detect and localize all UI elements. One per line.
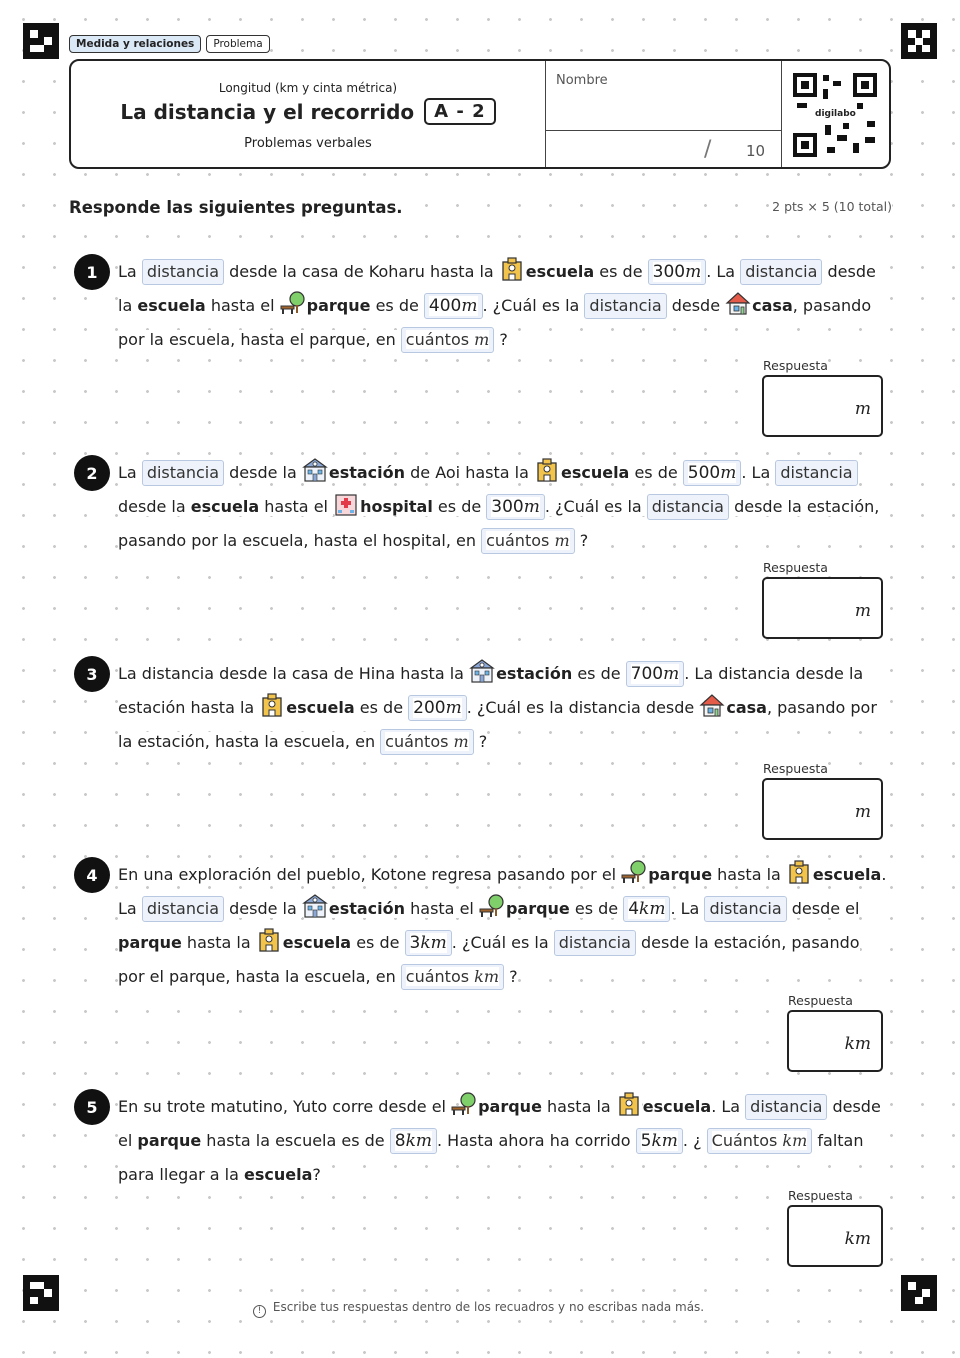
keyword-cuantos: cuántos m <box>481 528 575 554</box>
value-box: 700m <box>626 661 685 687</box>
footer-text: Escribe tus respuestas dentro de los recuadros y no escribas nada más. <box>270 1300 707 1314</box>
keyword-distancia: distancia <box>740 259 822 285</box>
value-box: 3km <box>405 930 452 956</box>
question-number: 4 <box>74 857 110 893</box>
place-escuela: escuela <box>560 463 630 482</box>
value-box: 4km <box>623 896 670 922</box>
keyword-distancia: distancia <box>142 460 224 486</box>
answer-label-3: Respuesta <box>763 761 828 776</box>
value-box: 200m <box>408 695 467 721</box>
question-text: La distancia desde la casa de Hina hasta la estación es de 700m . La distancia desde la estación hasta la escuela es de 200m . ¿Cuál es la distancia desde casa, pasando por la estación, hasta la escuela, en cuántos m ? <box>118 657 888 759</box>
question-text: En su trote matutino, Yuto corre desde el parque hasta la escuela. La distancia desde el parque hasta la escuela es de 8km . Hasta ahora ha corrido 5km . ¿ Cuántos km faltan para llegar a la escuela? <box>118 1090 888 1192</box>
park-icon <box>280 291 306 315</box>
warning-icon: ! <box>253 1305 266 1318</box>
keyword-cuantos: cuántos m <box>380 729 474 755</box>
school-icon <box>616 1092 642 1116</box>
place-estacion: estación <box>328 899 406 918</box>
points-info: 2 pts × 5 (10 total) <box>772 199 892 214</box>
keyword-distancia: distancia <box>584 293 666 319</box>
question-number: 5 <box>74 1089 110 1125</box>
place-parque: parque <box>137 1131 202 1150</box>
question-number: 2 <box>74 455 110 491</box>
place-escuela: escuela <box>286 698 355 717</box>
keyword-distancia: distancia <box>554 930 636 956</box>
answer-unit: km <box>844 1229 871 1249</box>
school-icon <box>259 693 285 717</box>
station-icon <box>469 659 495 683</box>
keyword-distancia: distancia <box>647 494 729 520</box>
place-escuela: escuela <box>812 865 882 884</box>
school-icon <box>499 257 525 281</box>
place-hospital: hospital <box>360 497 433 516</box>
qr-label: digilabo <box>815 109 856 119</box>
place-parque: parque <box>505 899 570 918</box>
keyword-distancia: distancia <box>704 896 786 922</box>
answer-label-4: Respuesta <box>788 993 853 1008</box>
school-icon <box>786 860 812 884</box>
answer-label-5: Respuesta <box>788 1188 853 1203</box>
place-escuela: escuela <box>282 933 352 952</box>
answer-box-5[interactable] <box>787 1205 883 1267</box>
header-subtitle: Longitud (km y cinta métrica) <box>218 81 398 95</box>
name-label: Nombre <box>556 73 608 88</box>
keyword-distancia: distancia <box>142 896 224 922</box>
worksheet-header <box>69 59 891 169</box>
keyword-distancia: distancia <box>745 1094 827 1120</box>
value-box: 300m <box>486 494 545 520</box>
instructions: Responde las siguientes preguntas. <box>69 198 403 217</box>
qr-code <box>793 73 877 157</box>
place-casa: casa <box>726 698 767 717</box>
place-parque: parque <box>648 865 713 884</box>
answer-label-2: Respuesta <box>763 560 828 575</box>
corner-marker-top-left <box>23 23 59 59</box>
score-total: 10 <box>746 142 766 160</box>
header-title-row <box>71 98 545 125</box>
question-text: En una exploración del pueblo, Kotone regresa pasando por el parque hasta la escuela. La distancia desde la estación hasta el parque es de 4km . La distancia desde el parque hasta la escuela es de 3km . ¿Cuál es la distancia desde la estación, pasando por el parque, hasta la escuela, en cuántos km ? <box>118 858 888 994</box>
header-topic: Problemas verbales <box>244 136 372 151</box>
answer-box-4[interactable] <box>787 1010 883 1072</box>
tag-type: Problema <box>206 35 269 53</box>
value-box: 400m <box>424 293 483 319</box>
score-slash: / <box>704 137 712 162</box>
place-escuela: escuela <box>525 262 595 281</box>
keyword-distancia: distancia <box>775 460 857 486</box>
answer-box-1[interactable] <box>762 375 883 437</box>
place-escuela: escuela <box>137 296 206 315</box>
score-field[interactable] <box>546 130 781 169</box>
place-estacion: estación <box>496 664 573 683</box>
keyword-distancia: distancia <box>142 259 224 285</box>
place-escuela: escuela <box>642 1097 712 1116</box>
keyword-cuantos: Cuántos km <box>707 1128 813 1154</box>
question-number: 1 <box>74 254 110 290</box>
value-box: 500m <box>683 460 742 486</box>
place-parque: parque <box>478 1097 542 1116</box>
answer-label-1: Respuesta <box>763 358 828 373</box>
station-icon <box>302 458 328 482</box>
place-parque: parque <box>118 933 182 952</box>
header-title-area <box>71 61 545 167</box>
worksheet-code: A - 2 <box>424 98 495 125</box>
answer-unit: m <box>854 601 871 621</box>
house-icon <box>699 693 725 717</box>
place-casa: casa <box>752 296 793 315</box>
keyword-cuantos: cuántos km <box>401 964 504 990</box>
name-score-area <box>545 61 782 167</box>
park-icon <box>621 860 647 884</box>
school-icon <box>256 928 282 952</box>
place-escuela: escuela <box>190 497 260 516</box>
answer-unit: km <box>844 1034 871 1054</box>
category-tags <box>69 35 270 53</box>
value-box: 300m <box>648 259 707 285</box>
place-estacion: estación <box>328 463 406 482</box>
house-icon <box>725 291 751 315</box>
value-box: 8km <box>390 1128 437 1154</box>
park-icon <box>451 1092 477 1116</box>
question-number: 3 <box>74 656 110 692</box>
park-icon <box>479 894 505 918</box>
answer-unit: m <box>854 399 871 419</box>
answer-box-2[interactable] <box>762 577 883 639</box>
question-text: La distancia desde la casa de Koharu hasta la escuela es de 300m . La distancia desde la escuela hasta el parque es de 400m . ¿Cuál es la distancia desde casa, pasando por la escuela, hasta el parque, en cuántos m ? <box>118 255 888 357</box>
footer-note <box>0 1300 960 1318</box>
corner-marker-top-right <box>901 23 937 59</box>
hospital-icon <box>333 492 359 516</box>
answer-box-3[interactable] <box>762 778 883 840</box>
answer-unit: m <box>854 802 871 822</box>
question-text: La distancia desde la estación de Aoi hasta la escuela es de 500m . La distancia desde la escuela hasta el hospital es de 300m . ¿Cuál es la distancia desde la estación, pasando por la escuela, hasta el hospital, en cuántos m ? <box>118 456 888 558</box>
page-title: La distancia y el recorrido <box>120 99 415 124</box>
keyword-cuantos: cuántos m <box>401 327 495 353</box>
station-icon <box>302 894 328 918</box>
value-box: 5km <box>636 1128 683 1154</box>
place-parque: parque <box>306 296 371 315</box>
place-escuela: escuela <box>244 1165 313 1184</box>
school-icon <box>534 458 560 482</box>
tag-category: Medida y relaciones <box>69 35 201 53</box>
